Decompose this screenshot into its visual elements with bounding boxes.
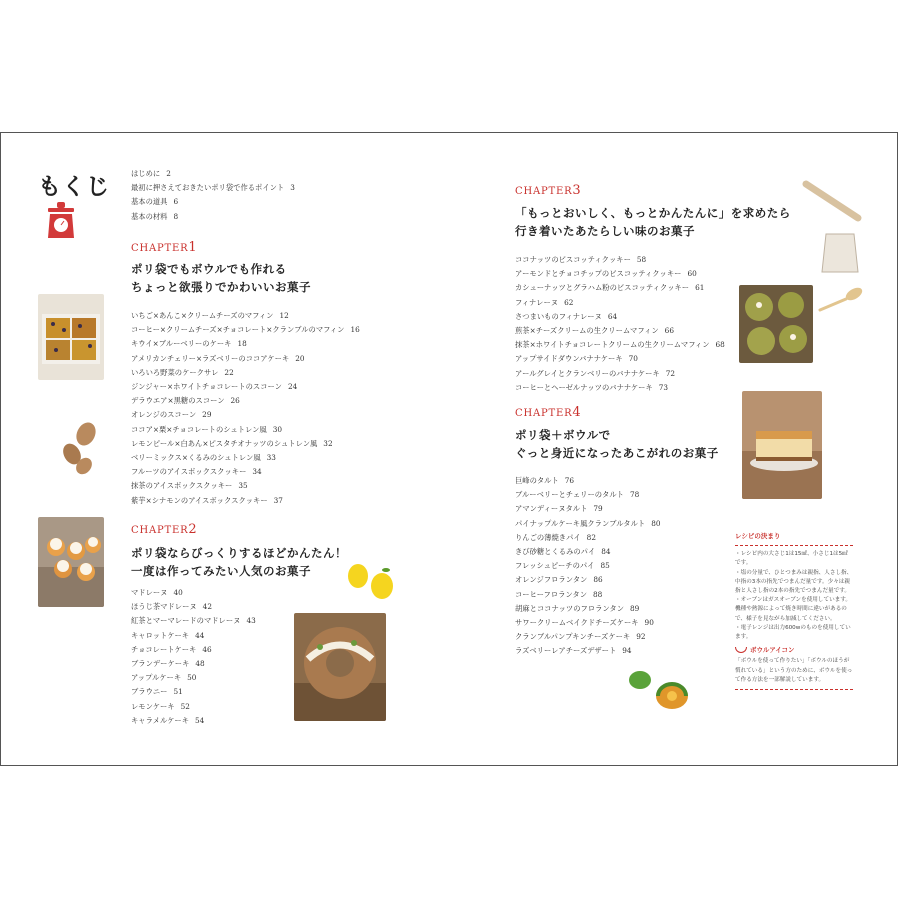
intro-list	[131, 167, 295, 224]
toc-item[interactable]: キャロットケーキ 44	[131, 630, 205, 640]
toc-item[interactable]: フィナレーヌ 62	[515, 297, 574, 307]
toc-item[interactable]: レモンケーキ 52	[131, 701, 190, 711]
madeleines-photo	[38, 517, 104, 607]
toc-item[interactable]: ブランデーケーキ 48	[131, 659, 205, 669]
toc-item[interactable]: オレンジのスコーン 29	[131, 410, 212, 420]
bowl-icon	[735, 647, 747, 653]
toc-item[interactable]: 煎茶×チーズクリームの生クリームマフィン 66	[515, 326, 674, 336]
muffin-bars-photo	[38, 294, 104, 380]
toc-item[interactable]: 紫芋×シナモンのアイスボックスクッキー 37	[131, 495, 283, 505]
toc-item[interactable]: アーモンドとチョコチップのビスコッティクッキー 60	[515, 269, 697, 279]
toc-item[interactable]: ココナッツのビスコッティクッキー 58	[515, 255, 647, 264]
toc-item[interactable]: クランブルパンプキンチーズケーキ 92	[515, 632, 646, 642]
toc-item[interactable]: コーヒー×クリームチーズ×チョコレート×クランブルのマフィン 16	[131, 325, 360, 335]
lemons-illustration	[342, 558, 400, 604]
toc-item[interactable]: フルーツのアイスボックスクッキー 34	[131, 467, 262, 477]
toc-item[interactable]: ココア×栗×チョコレートのシュトレン風 30	[131, 424, 283, 434]
toc-item[interactable]: コーヒーとヘーゼルナッツのバナナケーキ 73	[515, 382, 669, 392]
chapter-1-list	[131, 309, 360, 508]
toc-item[interactable]: ジンジャー×ホワイトチョコレートのスコーン 24	[131, 382, 298, 392]
toc-item[interactable]: チョコレートケーキ 46	[131, 644, 212, 654]
chapter-4-heading: CHAPTER4	[515, 405, 582, 420]
ginger-illustration	[60, 420, 100, 476]
toc-item[interactable]: さつまいものフィナレーヌ 64	[515, 311, 618, 321]
chapter-2-heading: CHAPTER2	[131, 522, 198, 537]
toc-item[interactable]: はじめに 2	[131, 169, 171, 178]
bowl-note: 「ボウルを使って作りたい」「ボウルのほうが慣れている」という方のために、ボウルを使って作る方法を一部解説しています。	[735, 658, 853, 683]
toc-item[interactable]: カシューナッツとグラハム粉のビスコッティクッキー 61	[515, 283, 705, 293]
toc-item[interactable]: デラウエア×黒糖のスコーン 26	[131, 396, 240, 406]
toc-item[interactable]: キウイ×ブルーベリーのケーキ 18	[131, 339, 247, 349]
toc-item[interactable]: フレッシュピーチのパイ 85	[515, 561, 610, 571]
toc-item[interactable]: パイナップルケーキ風クランブルタルト 80	[515, 518, 661, 528]
toc-item[interactable]: コーヒーフロランタン 88	[515, 589, 603, 599]
bundt-cake-photo	[294, 613, 386, 721]
chapter-4-subtitle: ポリ袋＋ボウルで ぐっと身近になったあこがれのお菓子	[515, 428, 719, 460]
toc-item[interactable]: 紅茶とマーマレードのマドレーヌ 43	[131, 616, 256, 626]
toc-item[interactable]: キャラメルケーキ 54	[131, 715, 205, 725]
kitchen-scale-icon	[44, 200, 78, 242]
chapter-1-subtitle: ポリ袋でもボウルでも作れる ちょっと欲張りでかわいいお菓子	[131, 262, 311, 294]
toc-item[interactable]: オレンジフロランタン 86	[515, 575, 603, 585]
page-title: もくじ	[38, 174, 110, 200]
toc-item[interactable]: レモンピール×白あん×ピスタチオナッツのシュトレン風 32	[131, 438, 333, 448]
chapter-1-heading: CHAPTER1	[131, 240, 198, 255]
chapter-4-list	[515, 474, 660, 659]
toc-item[interactable]: 基本の道具 6	[131, 197, 179, 207]
note-line: ・電子レンジは出力600wのものを使用しています。	[735, 624, 851, 641]
bowl-icon-heading: ボウルアイコン	[735, 646, 853, 655]
toc-item[interactable]: アップサイドダウンバナナケーキ 70	[515, 354, 638, 364]
cheesecake-photo	[742, 391, 822, 499]
notes-heading: レシピの決まり	[735, 532, 781, 540]
toc-item[interactable]: いちご×あんこ×クリームチーズのマフィン 12	[131, 311, 289, 320]
toc-item[interactable]: アメリカンチェリー×ラズベリーのココアケーキ 20	[131, 353, 305, 363]
toc-item[interactable]: きび砂糖とくるみのパイ 84	[515, 547, 611, 557]
toc-item[interactable]: マドレーヌ 40	[131, 588, 183, 597]
divider	[735, 545, 853, 546]
toc-item[interactable]: 抹茶のアイスボックスクッキー 35	[131, 481, 248, 491]
note-line: ・塩の分量で、ひとつまみは親指、人さし指、中指の3本の指先でつまんだ量です。少々は親指と人さし指の2本の指先でつまんだ量です。	[735, 569, 853, 595]
divider	[735, 689, 853, 690]
chapter-2-list	[131, 586, 256, 728]
recipe-notes	[735, 532, 853, 694]
toc-item[interactable]: アップルケーキ 50	[131, 673, 197, 683]
toc-item[interactable]: 抹茶×ホワイトチョコレートクリームの生クリームマフィン 68	[515, 340, 725, 350]
toc-item[interactable]: りんごの薄焼きパイ 82	[515, 532, 596, 542]
pumpkins-illustration	[624, 660, 696, 716]
toc-item[interactable]: 最初に押さえておきたいポリ袋で作るポイント 3	[131, 183, 295, 193]
toc-item[interactable]: サワークリームベイクドチーズケーキ 90	[515, 618, 654, 628]
toc-item[interactable]: 巨峰のタルト 76	[515, 476, 575, 485]
chapter-3-heading: CHAPTER3	[515, 183, 582, 198]
toc-item[interactable]: いろいろ野菜のケークサレ 22	[131, 367, 234, 377]
matcha-muffins-photo	[739, 285, 813, 363]
toc-item[interactable]: ブラウニー 51	[131, 687, 183, 697]
toc-item[interactable]: ブルーベリーとチェリーのタルト 78	[515, 490, 640, 500]
note-line: ・レシピ内の大さじ1は15㎖、小さじ1は5㎖です。	[735, 551, 848, 567]
note-line: ・オーブンはガスオーブンを使用しています。機種や熱源によって焼き時間に違いがあるので、様子を見ながら加減してください。	[735, 597, 852, 622]
chapter-2-subtitle: ポリ袋ならびっくりするほどかんたん！ 一度は作ってみたい人気のお菓子	[131, 546, 347, 578]
toc-item[interactable]: アールグレイとクランベリーのバナナケーキ 72	[515, 368, 676, 378]
toc-item[interactable]: ベリーミックス×くるみのシュトレン風 33	[131, 453, 276, 463]
toc-item[interactable]: ほうじ茶マドレーヌ 42	[131, 602, 212, 612]
toc-item[interactable]: アマンディーヌタルト 79	[515, 504, 603, 514]
toc-item[interactable]: ラズベリーレアチーズデザート 94	[515, 646, 632, 656]
toc-item[interactable]: 胡麻とココナッツのフロランタン 89	[515, 603, 640, 613]
chapter-3-subtitle: 「もっとおいしく、もっとかんたんに」を求めたら 行き着いたあたらしい味のお菓子	[515, 206, 791, 238]
toc-item[interactable]: 基本の材料 8	[131, 211, 179, 221]
chapter-3-list	[515, 253, 725, 395]
